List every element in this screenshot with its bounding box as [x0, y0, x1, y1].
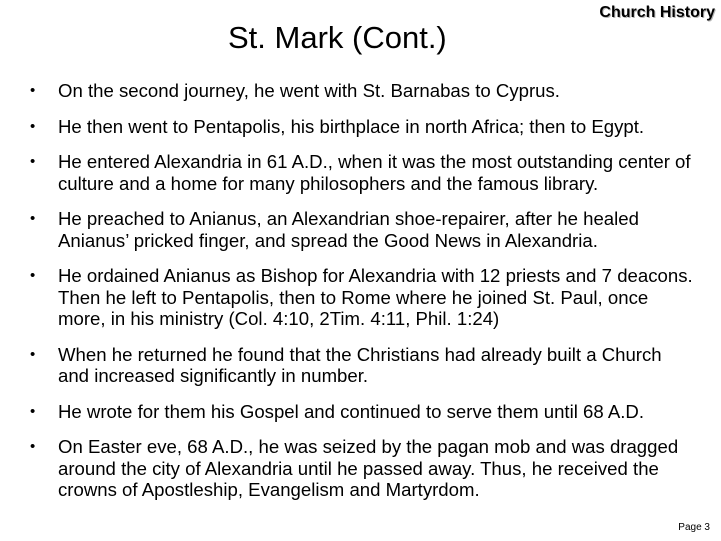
page-number: Page 3 [678, 522, 710, 533]
bullet-text: When he returned he found that the Christians had already built a Church and increased significantly in number. [58, 343, 662, 386]
bullet-item [30, 80, 696, 102]
bullet-text: He wrote for them his Gospel and continued to serve them until 68 A.D. [58, 400, 645, 422]
bullet-item [30, 436, 696, 501]
bullet-text: He preached to Anianus, an Alexandrian shoe-repairer, after he healed Anianus’ pricked finger, and spread the Good News in Alexandria. [58, 208, 639, 251]
bullet-dot-icon: • [30, 267, 36, 284]
bullet-dot-icon: • [30, 438, 36, 455]
bullet-dot-icon: • [30, 210, 36, 227]
page-title: St. Mark (Cont.) [228, 20, 447, 55]
bullet-dot-icon: • [30, 82, 36, 99]
bullet-list [30, 80, 696, 501]
bullet-item [30, 151, 696, 194]
bullet-dot-icon: • [30, 117, 36, 135]
bullet-dot-icon: • [30, 402, 36, 420]
section-label: Church History [599, 4, 715, 21]
bullet-dot-icon: • [30, 153, 36, 170]
bullet-text: He ordained Anianus as Bishop for Alexandria with 12 priests and 7 deacons. Then he left to Pentapolis, then to Rome where he joined St. Paul, once more, in his ministry (Col. 4:10, 2Tim. 4:11, Phil. 1:24) [58, 265, 693, 329]
bullet-dot-icon: • [30, 345, 36, 363]
bullet-item [30, 116, 696, 138]
bullet-item [30, 265, 696, 330]
bullet-text: He then went to Pentapolis, his birthplace in north Africa; then to Egypt. [58, 115, 645, 137]
bullet-item [30, 401, 696, 423]
bullet-text: On the second journey, he went with St. Barnabas to Cyprus. [58, 80, 560, 101]
bullet-text: On Easter eve, 68 A.D., he was seized by the pagan mob and was dragged around the city of Alexandria until he passed away. Thus, he received the crowns of Apostleship, Evangelism and Martyrdom. [58, 436, 679, 500]
bullet-item [30, 344, 696, 387]
bullet-item [30, 208, 696, 251]
bullet-text: He entered Alexandria in 61 A.D., when it was the most outstanding center of culture and a home for many philosophers and the famous library. [58, 151, 691, 194]
